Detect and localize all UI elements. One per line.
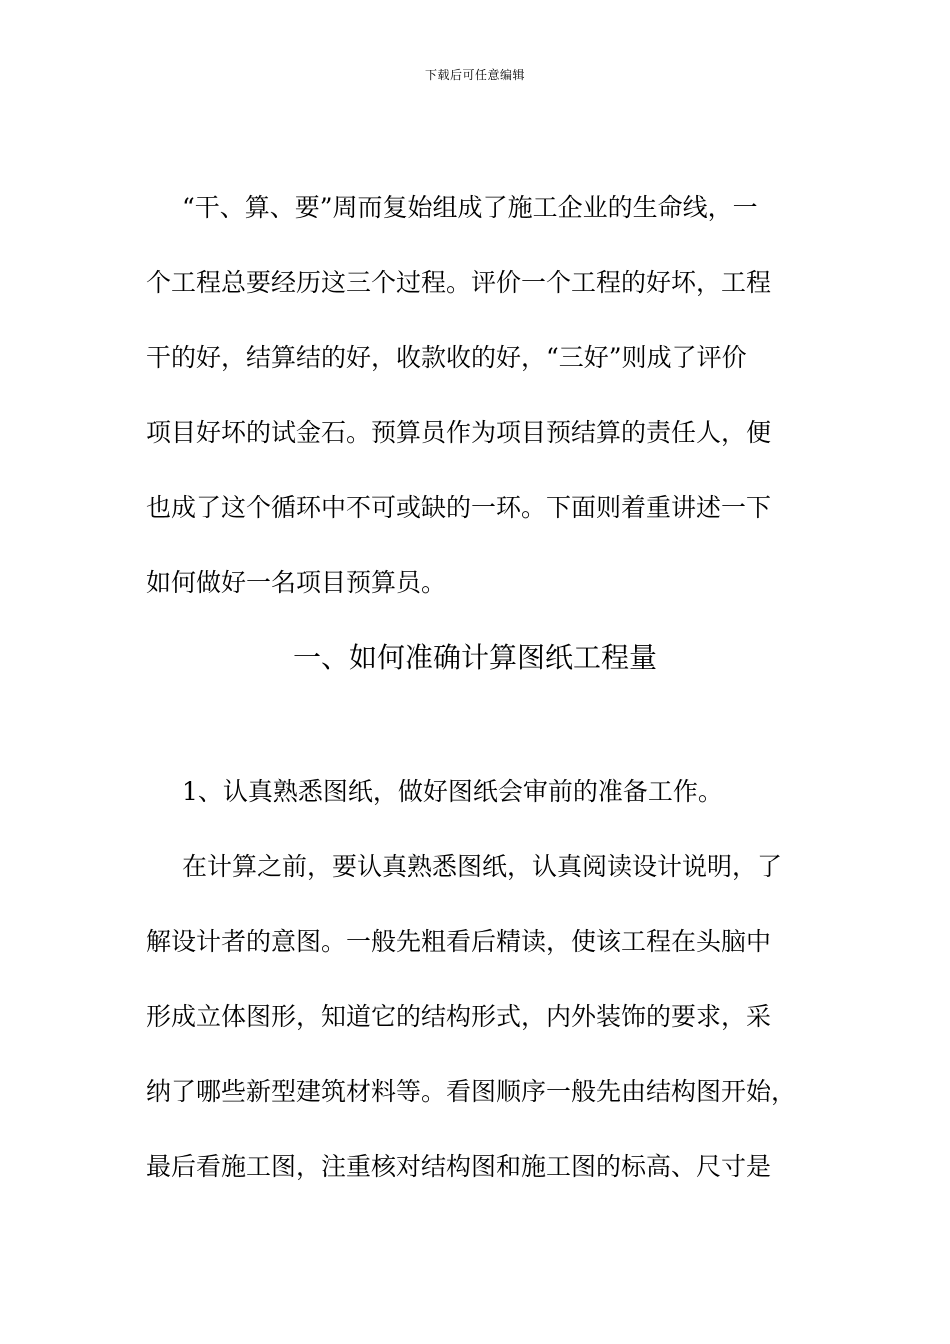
- section-heading: 一、如何准确计算图纸工程量: [292, 641, 657, 674]
- paragraph-line: 也成了这个循环中不可或缺的一环。下面则着重讲述一下: [146, 493, 772, 522]
- page-header: 下载后可任意编辑: [424, 68, 525, 82]
- paragraph-line: 项目好坏的试金石。预算员作为项目预结算的责任人，便: [146, 418, 772, 447]
- paragraph-line: “干、算、要”周而复始组成了施工企业的生命线，一: [182, 193, 758, 222]
- intro-paragraph: [146, 170, 796, 620]
- paragraph-line: 纳了哪些新型建筑材料等。看图顺序一般先由结构图开始，: [146, 1077, 797, 1106]
- paragraph-line: 最后看施工图，注重核对结构图和施工图的标高、尺寸是: [146, 1152, 772, 1181]
- paragraph-line: 形成立体图形，知道它的结构形式，内外装饰的要求，采: [146, 1002, 772, 1031]
- paragraph-line: 个工程总要经历这三个过程。评价一个工程的好坏，工程: [146, 268, 772, 297]
- paragraph-line: 在计算之前，要认真熟悉图纸，认真阅读设计说明，了: [182, 852, 783, 881]
- body-paragraph: [146, 829, 796, 1204]
- paragraph-line: 解设计者的意图。一般先粗看后精读，使该工程在头脑中: [146, 927, 772, 956]
- paragraph-line: 干的好，结算结的好，收款收的好，“三好”则成了评价: [146, 343, 747, 372]
- paragraph-line: 如何做好一名项目预算员。: [146, 568, 447, 597]
- subsection-heading: 1、认真熟悉图纸，做好图纸会审前的准备工作。: [182, 777, 723, 806]
